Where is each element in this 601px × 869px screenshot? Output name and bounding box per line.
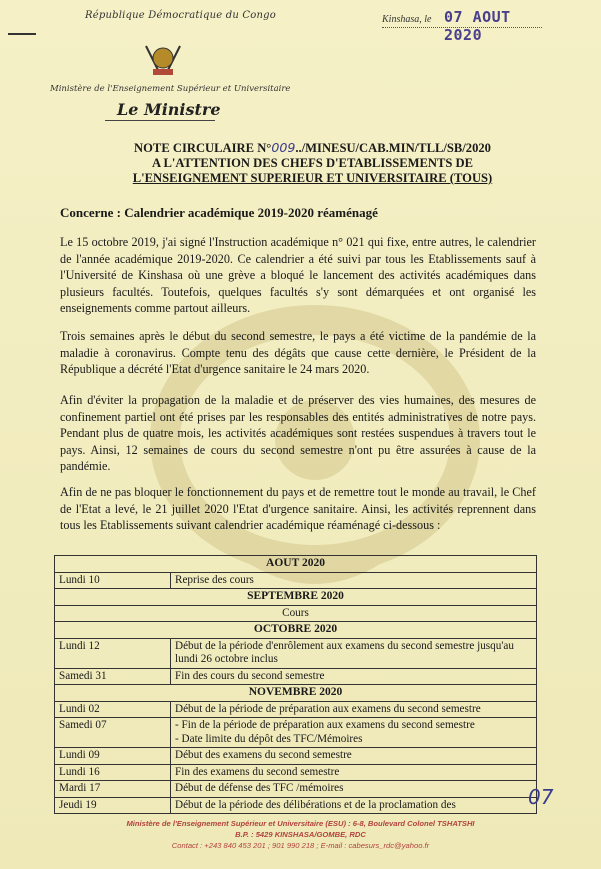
page-initials: 07 [528,785,554,809]
title-suffix: ../MINESU/CAB.MIN/TLL/SB/2020 [295,141,491,155]
ministry-heading: Ministère de l'Enseignement Supérieur et Universitaire [50,84,291,94]
month-header: SEPTEMBRE 2020 [55,589,537,606]
activity-cell: Début de la période de préparation aux examens du second semestre [171,701,537,718]
day-cell: Mardi 17 [55,781,171,798]
table-row [55,797,537,814]
activity-cell: Début des examens du second semestre [171,748,537,765]
month-row-aout [55,556,537,573]
table-row [55,748,537,765]
margin-dash [8,33,36,35]
month-header: AOUT 2020 [55,556,537,573]
month-header: NOVEMBRE 2020 [55,685,537,702]
day-cell: Samedi 31 [55,668,171,685]
activity-cell: Fin des examens du second semestre [171,764,537,781]
table-row [55,718,537,748]
activity-cell: Fin des cours du second semestre [171,668,537,685]
table-row [55,764,537,781]
day-cell: Lundi 02 [55,701,171,718]
footer-address: Ministère de l'Enseignement Supérieur et Universitaire (ESU) : 6-8, Boulevard Colonel TSHATSHI [126,819,475,828]
activity-cell: Début de défense des TFC /mémoires [171,781,537,798]
table-row [55,572,537,589]
day-cell: Samedi 07 [55,718,171,748]
table-row [55,668,537,685]
emblem-icon [138,40,188,80]
title-line-3: L'ENSEIGNEMENT SUPERIEUR ET UNIVERSITAIRE (TOUS) [132,171,493,185]
month-header: OCTOBRE 2020 [55,622,537,639]
academic-calendar-table [54,555,537,814]
title-line-1 [40,140,585,156]
activity-line: - Date limite du dépôt des TFC/Mémoires [175,732,363,745]
date-dotted-line [382,27,542,28]
activity-line: - Fin de la période de préparation aux examens du second semestre [175,719,475,731]
day-cell: Jeudi 19 [55,797,171,814]
minister-underline [105,120,215,121]
activity-cell: Début de la période d'enrôlement aux examens du second semestre jusqu'au lundi 26 octobre inclus [171,638,537,668]
month-row-octobre [55,622,537,639]
title-prefix: NOTE CIRCULAIRE N° [134,141,272,155]
paragraph-3: Afin d'éviter la propagation de la maladie et de préserver des vies humaines, des mesures de confinement partiel ont été prises par les responsables des entités administratives de notre pays. Pendant plus de quatre mois, les activités académiques sont restées suspendues à travers tout le pays. Ainsi, 12 semaines de cours du second semestre n'ont pu être assurées à cause de la pandémie. [60,393,536,473]
activity-cell: Début de la période des délibérations et de la proclamation des [171,797,537,814]
activity-cell: Cours [55,605,537,622]
activity-cell: Reprise des cours [171,572,537,589]
circular-title [40,140,585,186]
footer-po-box: B.P. : 5429 KINSHASA/GOMBE, RDC [235,830,366,839]
day-cell: Lundi 12 [55,638,171,668]
city-label: Kinshasa, le [382,14,432,25]
table-row [55,781,537,798]
title-line-2: A L'ATTENTION DES CHEFS D'ETABLISSEMENTS DE [151,156,474,170]
republic-heading: République Démocratique du Congo [85,10,276,21]
day-cell: Lundi 10 [55,572,171,589]
paragraph-2: Trois semaines après le début du second semestre, le pays a été victime de la pandémie de la maladie à coronavirus. Compte tenu des dégâts que cause cette dernière, le Président de la République a décrété l'Etat d'urgence sanitaire le 24 mars 2020. [60,329,536,376]
day-cell: Lundi 09 [55,748,171,765]
date-stamp: 07 AOUT 2020 [444,8,511,44]
table-row [55,701,537,718]
table-row [55,638,537,668]
paragraph-4: Afin de ne pas bloquer le fonctionnement du pays et de remettre tout le monde au travail, le Chef de l'Etat a levé, le 21 juillet 2020 l'Etat d'urgence sanitaire. Ainsi, les activités reprennent dans tous les Etablissements suivant calendrier académique réaménagé ci-dessous : [60,485,536,532]
footer-contact: Contact : +243 840 453 201 ; 901 990 218 ; E-mail : cabesurs_rdc@yahoo.fr [171,841,430,850]
subject-line: Concerne : Calendrier académique 2019-2020 réaménagé [60,205,378,220]
day-cell: Lundi 16 [55,764,171,781]
page-footer [40,818,561,851]
paragraph-1: Le 15 octobre 2019, j'ai signé l'Instruction académique n° 021 qui fixe, entre autres, le calendrier de l'année académique 2019-2020. Ce calendrier a été suivi par tous les Etablissements sauf à l'Université de Kinshasa où une grève a bloqué le lancement des activités académiques dans plusieurs facultés. Toutefois, quelques facultés s'y sont démarquées et ont organisé les enseignements comme partout ailleurs. [60,235,536,315]
table-row [55,605,537,622]
activity-cell [171,718,537,748]
month-row-novembre [55,685,537,702]
circular-number: 009 [271,140,296,155]
place-date [382,8,542,44]
minister-heading: Le Ministre [117,100,221,119]
month-row-septembre [55,589,537,606]
